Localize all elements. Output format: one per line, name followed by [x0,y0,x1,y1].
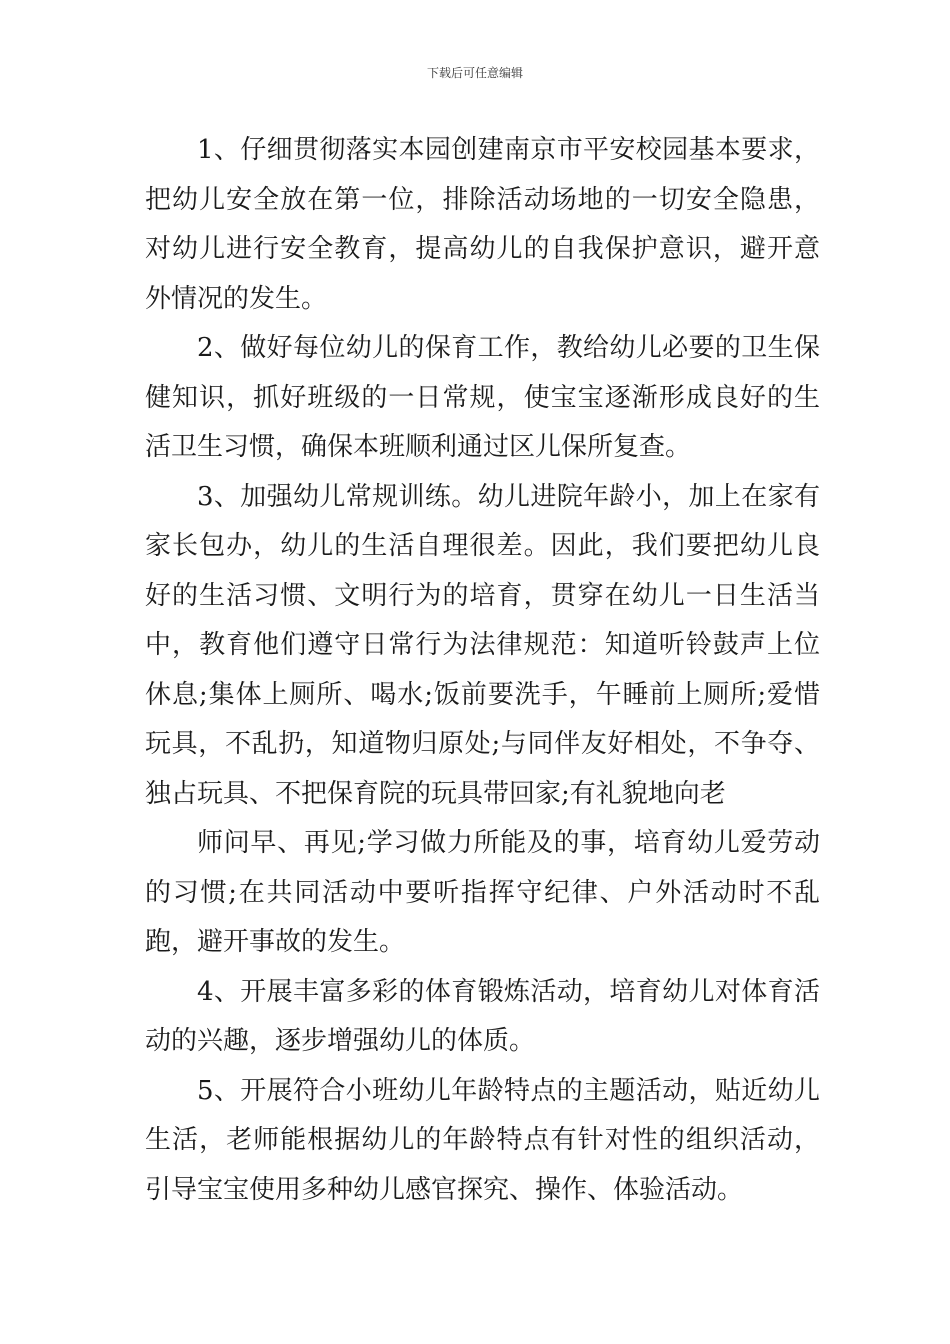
paragraph-safety: 1、仔细贯彻落实本园创建南京市平安校园基本要求，把幼儿安全放在第一位，排除活动场地的一切安全隐患，对幼儿进行安全教育，提高幼儿的自我保护意识，避开意外情况的发生。 [145,135,820,314]
paragraph-routine-training-continued: 师问早、再见;学习做力所能及的事，培育幼儿爱劳动的习惯;在共同活动中要听指挥守纪律、户外活动时不乱跑，避开事故的发生。 [145,828,820,957]
document-body [145,126,820,1215]
paragraph-physical-activity: 4、开展丰富多彩的体育锻炼活动，培育幼儿对体育活动的兴趣，逐步增强幼儿的体质。 [145,976,820,1056]
paragraph-routine-training: 3、加强幼儿常规训练。幼儿进院年龄小，加上在家有家长包办，幼儿的生活自理很差。因此，我们要把幼儿良好的生活习惯、文明行为的培育，贯穿在幼儿一日生活当中，教育他们遵守日常行为法律规范：知道听铃鼓声上位休息;集体上厕所、喝水;饭前要洗手，午睡前上厕所;爱惜玩具，不乱扔，知道物归原处;与同伴友好相处，不争夺、独占玩具、不把保育院的玩具带回家;有礼貌地向老 [145,481,820,809]
paragraph-care: 2、做好每位幼儿的保育工作，教给幼儿必要的卫生保健知识，抓好班级的一日常规，使宝宝逐渐形成良好的生活卫生习惯，确保本班顺利通过区儿保所复查。 [145,333,820,462]
paragraph-theme-activities: 5、开展符合小班幼儿年龄特点的主题活动，贴近幼儿生活，老师能根据幼儿的年龄特点有针对性的组织活动，引导宝宝使用多种幼儿感官探究、操作、体验活动。 [145,1075,820,1205]
page-header: 下载后可任意编辑 [426,66,523,80]
